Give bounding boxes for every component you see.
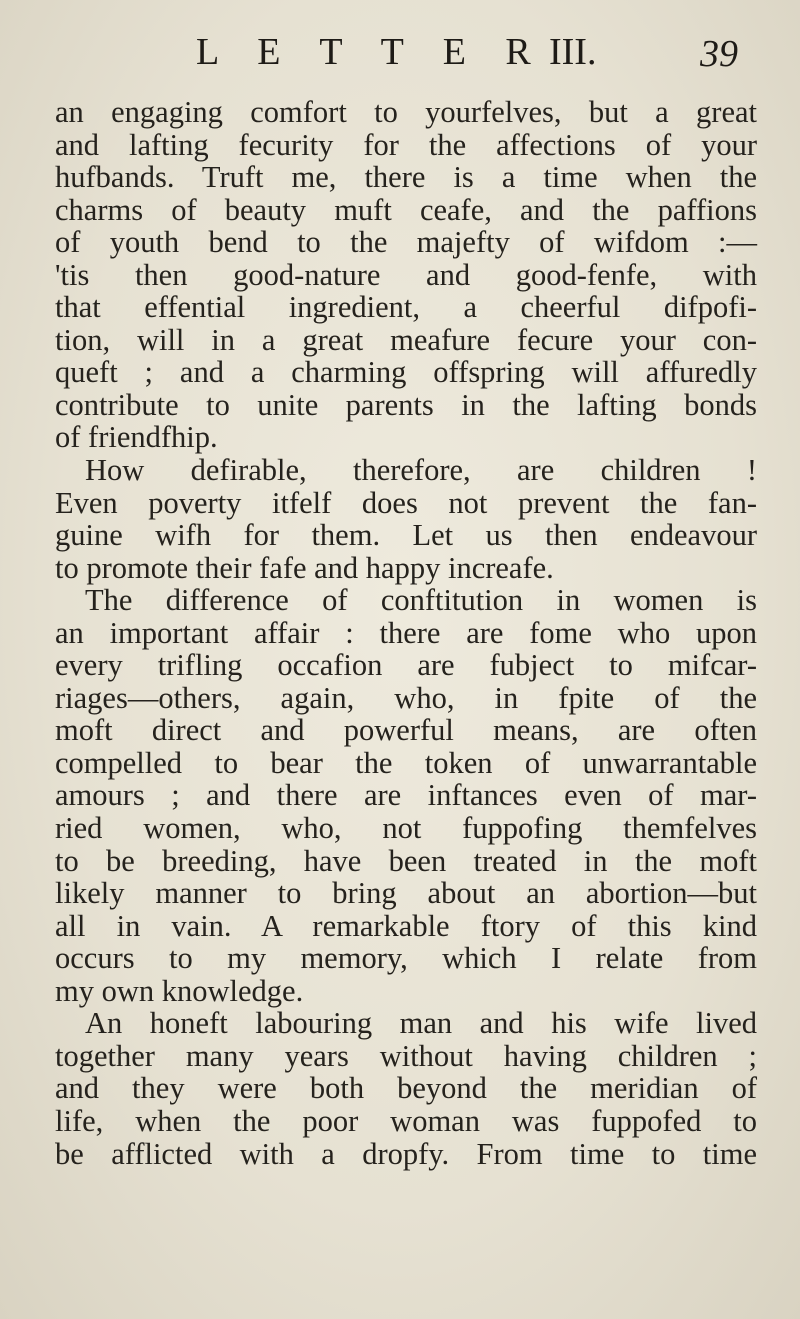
text-line: of youth bend to the majefty of wifdom :— [55,225,757,260]
text-line: that effential ingredient, a cheerful difpofi- [55,290,757,325]
text-line: my own knowledge. [55,973,304,1008]
text-line: life, when the poor woman was fuppofed to [55,1103,757,1138]
text-line: occurs to my memory, which I relate from [55,941,757,976]
paragraph-start: The difference of conftitution in women is [85,583,757,618]
page-number: 39 [700,33,738,75]
text-line: be afflicted with a dropfy. From time to time [55,1136,757,1171]
text-line: moft direct and powerful means, are often [55,713,757,748]
running-head [0,30,800,80]
text-line: and they were both beyond the meridian of [55,1071,757,1106]
text-line: to promote their fafe and happy increafe. [55,550,554,585]
text-line: contribute to unite parents in the lafting bonds [55,387,757,422]
text-line: every trifling occafion are fubject to mifcar- [55,648,757,683]
text-line: riages—others, again, who, in fpite of the [55,680,757,715]
text-line: ried women, who, not fuppofing themfelves [55,811,757,846]
chapter-heading: L E T T E R [196,31,546,73]
text-line: and lafting fecurity for the affections of your [55,127,757,162]
chapter-number: III. [549,31,597,73]
text-line: an important affair : there are fome who upon [55,615,757,650]
text-line: likely manner to bring about an abortion—but [55,876,757,911]
text-line: all in vain. A remarkable ftory of this kind [55,908,757,943]
text-line: amours ; and there are inftances even of mar- [55,778,757,813]
text-line: together many years without having children ; [55,1038,757,1073]
text-line: guine wifh for them. Let us then endeavour [55,518,757,553]
text-line: of friendfhip. [55,420,218,455]
text-line: Even poverty itfelf does not prevent the fan- [55,485,757,520]
text-line: queft ; and a charming offspring will affuredly [55,355,757,390]
text-line: hufbands. Truft me, there is a time when the [55,160,757,195]
paragraph-start: How defirable, therefore, are children ! [85,453,757,488]
text-line: charms of beauty muft ceafe, and the paffions [55,192,757,227]
paragraph-start: An honeft labouring man and his wife lived [85,1006,757,1041]
text-line: 'tis then good-nature and good-fenfe, with [55,257,757,292]
text-line: compelled to bear the token of unwarrantable [55,745,757,780]
text-line: to be breeding, have been treated in the moft [55,843,757,878]
text-line: an engaging comfort to yourfelves, but a great [55,95,757,129]
body-text [55,96,757,1170]
text-line: tion, will in a great meafure fecure your con- [55,322,757,357]
